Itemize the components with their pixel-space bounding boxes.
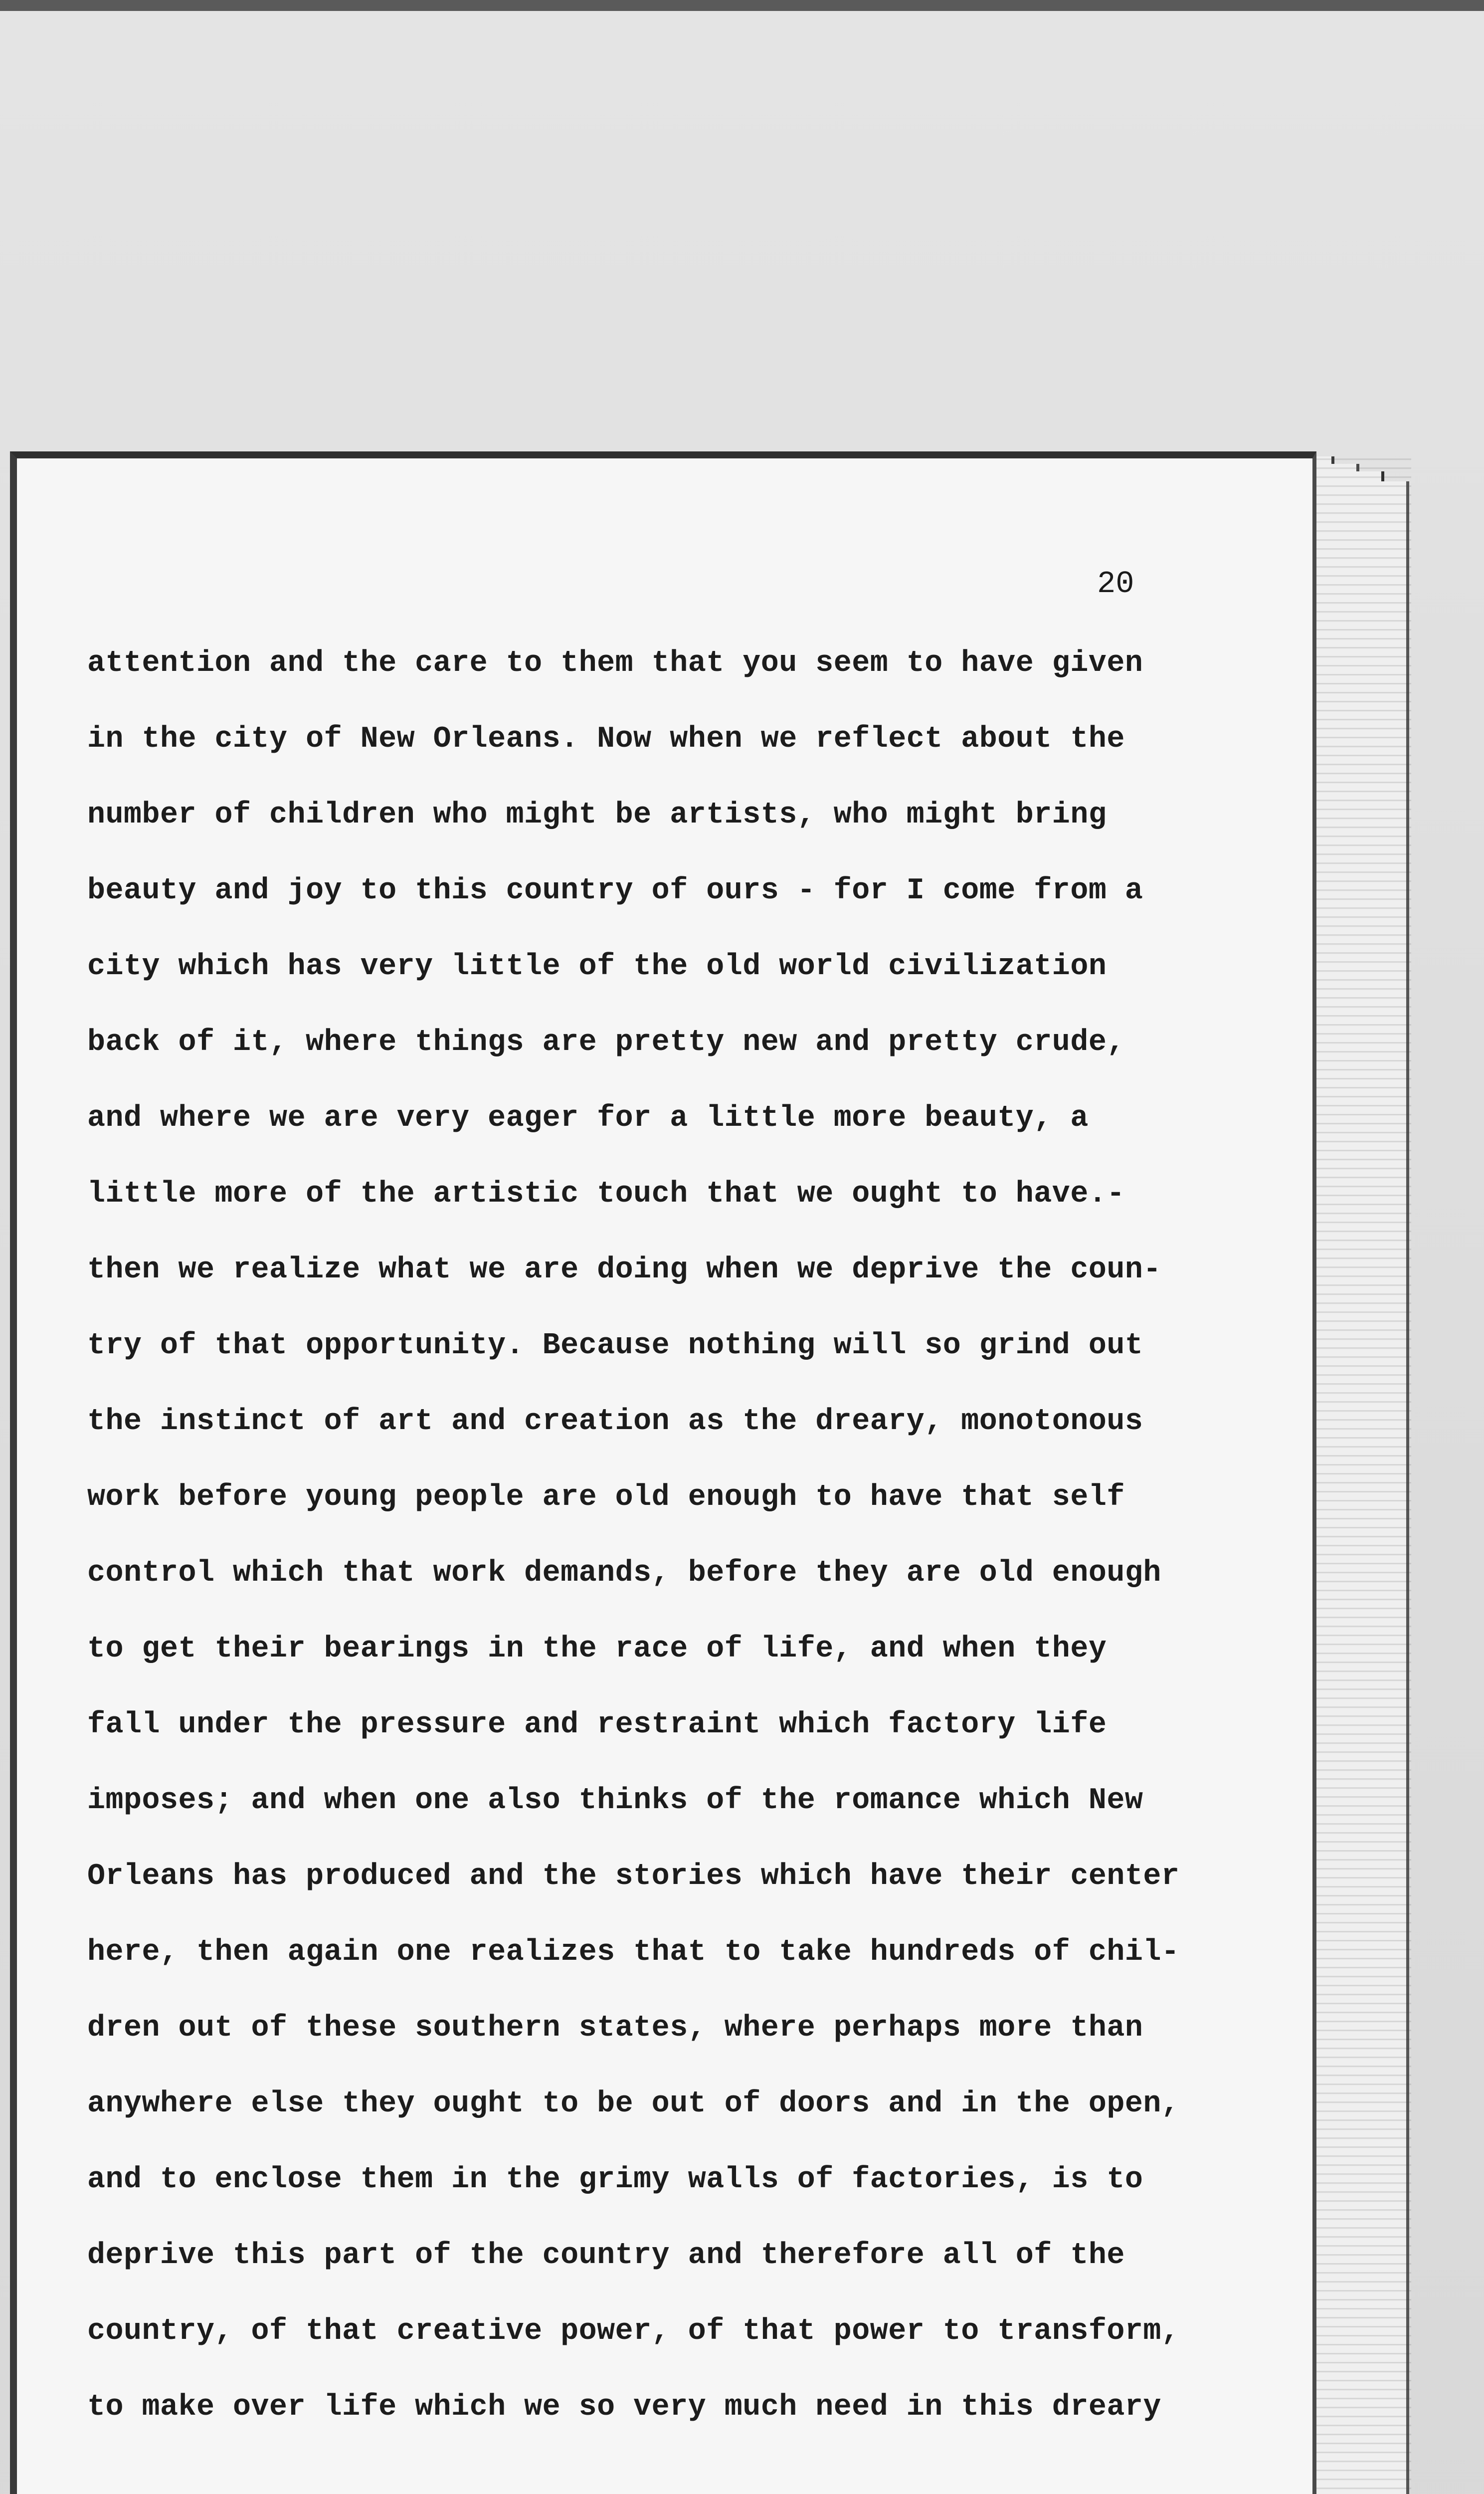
text-line: fall under the pressure and restraint which factory life [87,1708,1107,1742]
text-line: control which that work demands, before they are old enough [87,1556,1161,1590]
text-line: Orleans has produced and the stories which have their center [87,1860,1180,1893]
text-line: the instinct of art and creation as the dreary, monotonous [87,1405,1143,1439]
text-line: to make over life which we so very much need in this dreary [87,2390,1161,2424]
text-line: dren out of these southern states, where perhaps more than [87,2011,1143,2045]
text-line: number of children who might be artists, who might bring [87,798,1107,832]
text-line: back of it, where things are pretty new and pretty crude, [87,1026,1125,1059]
text-line: little more of the artistic touch that we ought to have.- [87,1177,1125,1211]
text-line: anywhere else they ought to be out of doors and in the open, [87,2087,1180,2121]
page-number: 20 [1097,566,1134,602]
text-line: then we realize what we are doing when we deprive the coun- [87,1253,1161,1287]
text-line: and where we are very eager for a little more beauty, a [87,1101,1089,1135]
text-line: try of that opportunity. Because nothing will so grind out [87,1329,1143,1363]
text-line: beauty and joy to this country of ours - for I come from a [87,874,1143,908]
text-line: deprive this part of the country and therefore all of the [87,2239,1125,2273]
text-line: in the city of New Orleans. Now when we reflect about the [87,722,1125,756]
text-line: country, of that creative power, of that power to transform, [87,2314,1180,2348]
text-line: here, then again one realizes that to take hundreds of chil- [87,1935,1180,1969]
scan-top-edge [0,0,1484,11]
text-line: to get their bearings in the race of life, and when they [87,1632,1107,1666]
text-line: work before young people are old enough to have that self [87,1480,1125,1514]
text-line: attention and the care to them that you seem to have given [87,646,1143,680]
text-line: and to enclose them in the grimy walls of factories, is to [87,2163,1143,2197]
text-line: imposes; and when one also thinks of the romance which New [87,1784,1143,1818]
typed-text-body [87,641,1294,2461]
text-line: city which has very little of the old world civilization [87,950,1107,984]
